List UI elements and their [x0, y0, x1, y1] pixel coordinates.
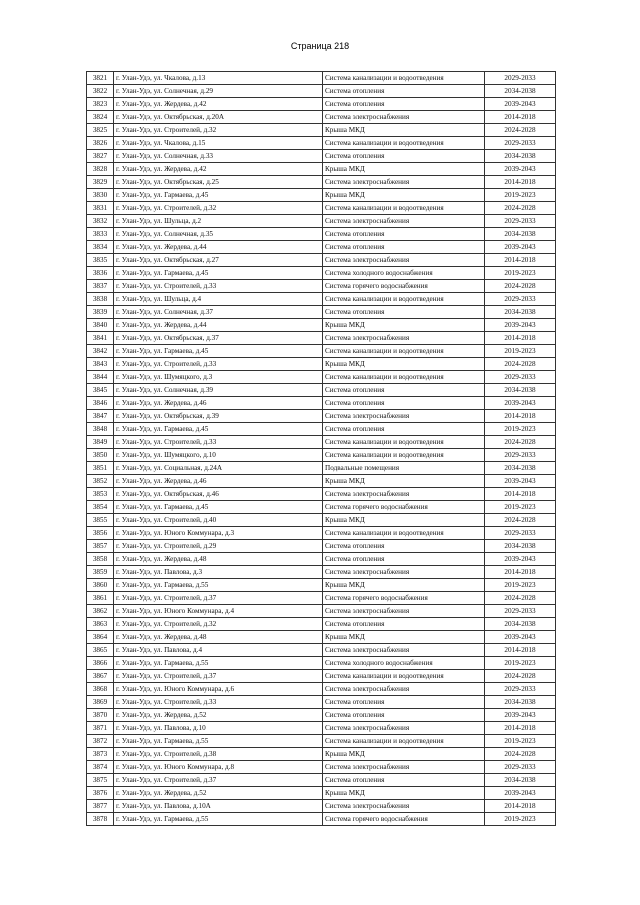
table-row — [87, 540, 556, 553]
system-cell: Система горячего водоснабжения — [323, 501, 485, 514]
address-cell: г. Улан-Удэ, ул. Чкалова, д.15 — [114, 137, 323, 150]
table-row — [87, 332, 556, 345]
system-cell: Система отопления — [323, 98, 485, 111]
table-row — [87, 748, 556, 761]
table-row — [87, 124, 556, 137]
address-cell: г. Улан-Удэ, ул. Жердева, д.46 — [114, 397, 323, 410]
address-cell: г. Улан-Удэ, ул. Павлова, д.4 — [114, 644, 323, 657]
table-row — [87, 202, 556, 215]
period-cell: 2019-2023 — [485, 579, 556, 592]
period-cell: 2034-2038 — [485, 618, 556, 631]
period-cell: 2034-2038 — [485, 228, 556, 241]
period-cell: 2034-2038 — [485, 774, 556, 787]
row-number-cell: 3854 — [87, 501, 114, 514]
table-row — [87, 735, 556, 748]
period-cell: 2014-2018 — [485, 111, 556, 124]
period-cell: 2039-2043 — [485, 397, 556, 410]
row-number-cell: 3834 — [87, 241, 114, 254]
table-row — [87, 371, 556, 384]
period-cell: 2024-2028 — [485, 514, 556, 527]
period-cell: 2019-2023 — [485, 501, 556, 514]
row-number-cell: 3878 — [87, 813, 114, 826]
address-cell: г. Улан-Удэ, ул. Юного Коммунара, д.3 — [114, 527, 323, 540]
row-number-cell: 3861 — [87, 592, 114, 605]
system-cell: Система канализации и водоотведения — [323, 345, 485, 358]
address-cell: г. Улан-Удэ, ул. Октябрьская, д.27 — [114, 254, 323, 267]
table-row — [87, 527, 556, 540]
system-cell: Система горячего водоснабжения — [323, 280, 485, 293]
table-row — [87, 683, 556, 696]
row-number-cell: 3860 — [87, 579, 114, 592]
period-cell: 2024-2028 — [485, 280, 556, 293]
table-row — [87, 709, 556, 722]
period-cell: 2039-2043 — [485, 553, 556, 566]
address-cell: г. Улан-Удэ, ул. Октябрьская, д.39 — [114, 410, 323, 423]
period-cell: 2034-2038 — [485, 696, 556, 709]
system-cell: Система отопления — [323, 241, 485, 254]
period-cell: 2039-2043 — [485, 709, 556, 722]
system-cell: Система холодного водоснабжения — [323, 267, 485, 280]
system-cell: Крыша МКД — [323, 787, 485, 800]
table-row — [87, 410, 556, 423]
address-cell: г. Улан-Удэ, ул. Павлова, д.3 — [114, 566, 323, 579]
address-cell: г. Улан-Удэ, ул. Октябрьская, д.20А — [114, 111, 323, 124]
row-number-cell: 3852 — [87, 475, 114, 488]
address-cell: г. Улан-Удэ, ул. Гармаева, д.45 — [114, 345, 323, 358]
system-cell: Система канализации и водоотведения — [323, 293, 485, 306]
system-cell: Крыша МКД — [323, 124, 485, 137]
row-number-cell: 3864 — [87, 631, 114, 644]
address-cell: г. Улан-Удэ, ул. Строителей, д.29 — [114, 540, 323, 553]
table-row — [87, 423, 556, 436]
address-cell: г. Улан-Удэ, ул. Шумяцкого, д.3 — [114, 371, 323, 384]
period-cell: 2024-2028 — [485, 358, 556, 371]
address-cell: г. Улан-Удэ, ул. Шульца, д.2 — [114, 215, 323, 228]
address-cell: г. Улан-Удэ, ул. Строителей, д.37 — [114, 774, 323, 787]
period-cell: 2034-2038 — [485, 540, 556, 553]
table-row — [87, 241, 556, 254]
system-cell: Система электроснабжения — [323, 566, 485, 579]
period-cell: 2014-2018 — [485, 488, 556, 501]
system-cell: Система отопления — [323, 397, 485, 410]
row-number-cell: 3871 — [87, 722, 114, 735]
table-row — [87, 397, 556, 410]
row-number-cell: 3836 — [87, 267, 114, 280]
address-cell: г. Улан-Удэ, ул. Жердева, д.44 — [114, 241, 323, 254]
row-number-cell: 3859 — [87, 566, 114, 579]
row-number-cell: 3831 — [87, 202, 114, 215]
table-row — [87, 137, 556, 150]
address-cell: г. Улан-Удэ, ул. Солнечная, д.37 — [114, 306, 323, 319]
period-cell: 2039-2043 — [485, 241, 556, 254]
system-cell: Крыша МКД — [323, 319, 485, 332]
table-row — [87, 813, 556, 826]
row-number-cell: 3870 — [87, 709, 114, 722]
table-row — [87, 514, 556, 527]
row-number-cell: 3872 — [87, 735, 114, 748]
system-cell: Система электроснабжения — [323, 254, 485, 267]
system-cell: Система отопления — [323, 774, 485, 787]
system-cell: Система канализации и водоотведения — [323, 137, 485, 150]
system-cell: Система канализации и водоотведения — [323, 670, 485, 683]
row-number-cell: 3824 — [87, 111, 114, 124]
period-cell: 2019-2023 — [485, 423, 556, 436]
system-cell: Система электроснабжения — [323, 644, 485, 657]
row-number-cell: 3855 — [87, 514, 114, 527]
row-number-cell: 3877 — [87, 800, 114, 813]
row-number-cell: 3838 — [87, 293, 114, 306]
row-number-cell: 3847 — [87, 410, 114, 423]
row-number-cell: 3830 — [87, 189, 114, 202]
table-row — [87, 267, 556, 280]
table-row — [87, 254, 556, 267]
address-cell: г. Улан-Удэ, ул. Гармаева, д.55 — [114, 813, 323, 826]
system-cell: Система отопления — [323, 423, 485, 436]
row-number-cell: 3833 — [87, 228, 114, 241]
table-row — [87, 696, 556, 709]
address-cell: г. Улан-Удэ, ул. Строителей, д.33 — [114, 696, 323, 709]
system-cell: Крыша МКД — [323, 514, 485, 527]
address-cell: г. Улан-Удэ, ул. Юного Коммунара, д.6 — [114, 683, 323, 696]
address-cell: г. Улан-Удэ, ул. Гармаева, д.55 — [114, 657, 323, 670]
registry-table-body — [87, 72, 556, 826]
table-row — [87, 462, 556, 475]
address-cell: г. Улан-Удэ, ул. Солнечная, д.33 — [114, 150, 323, 163]
period-cell: 2029-2033 — [485, 215, 556, 228]
table-row — [87, 163, 556, 176]
table-row — [87, 592, 556, 605]
period-cell: 2019-2023 — [485, 189, 556, 202]
period-cell: 2024-2028 — [485, 436, 556, 449]
table-row — [87, 488, 556, 501]
table-row — [87, 176, 556, 189]
table-row — [87, 761, 556, 774]
table-row — [87, 553, 556, 566]
period-cell: 2029-2033 — [485, 293, 556, 306]
address-cell: г. Улан-Удэ, ул. Солнечная, д.35 — [114, 228, 323, 241]
period-cell: 2014-2018 — [485, 800, 556, 813]
system-cell: Система электроснабжения — [323, 215, 485, 228]
system-cell: Система отопления — [323, 85, 485, 98]
period-cell: 2019-2023 — [485, 813, 556, 826]
table-row — [87, 384, 556, 397]
row-number-cell: 3866 — [87, 657, 114, 670]
row-number-cell: 3826 — [87, 137, 114, 150]
row-number-cell: 3821 — [87, 72, 114, 85]
row-number-cell: 3858 — [87, 553, 114, 566]
table-row — [87, 319, 556, 332]
system-cell: Система отопления — [323, 618, 485, 631]
period-cell: 2014-2018 — [485, 410, 556, 423]
table-row — [87, 150, 556, 163]
address-cell: г. Улан-Удэ, ул. Чкалова, д.13 — [114, 72, 323, 85]
row-number-cell: 3849 — [87, 436, 114, 449]
period-cell: 2014-2018 — [485, 566, 556, 579]
address-cell: г. Улан-Удэ, ул. Жердева, д.48 — [114, 631, 323, 644]
table-row — [87, 774, 556, 787]
table-row — [87, 787, 556, 800]
period-cell: 2034-2038 — [485, 462, 556, 475]
address-cell: г. Улан-Удэ, ул. Гармаева, д.55 — [114, 735, 323, 748]
table-row — [87, 98, 556, 111]
system-cell: Крыша МКД — [323, 475, 485, 488]
period-cell: 2034-2038 — [485, 150, 556, 163]
row-number-cell: 3853 — [87, 488, 114, 501]
row-number-cell: 3867 — [87, 670, 114, 683]
system-cell: Система электроснабжения — [323, 683, 485, 696]
system-cell: Подвальные помещения — [323, 462, 485, 475]
row-number-cell: 3869 — [87, 696, 114, 709]
system-cell: Система горячего водоснабжения — [323, 813, 485, 826]
period-cell: 2034-2038 — [485, 384, 556, 397]
row-number-cell: 3827 — [87, 150, 114, 163]
address-cell: г. Улан-Удэ, ул. Шумяцкого, д.10 — [114, 449, 323, 462]
period-cell: 2024-2028 — [485, 670, 556, 683]
row-number-cell: 3822 — [87, 85, 114, 98]
row-number-cell: 3835 — [87, 254, 114, 267]
row-number-cell: 3873 — [87, 748, 114, 761]
table-row — [87, 618, 556, 631]
system-cell: Система отопления — [323, 306, 485, 319]
row-number-cell: 3842 — [87, 345, 114, 358]
period-cell: 2029-2033 — [485, 137, 556, 150]
system-cell: Система канализации и водоотведения — [323, 735, 485, 748]
address-cell: г. Улан-Удэ, ул. Строителей, д.32 — [114, 618, 323, 631]
period-cell: 2039-2043 — [485, 163, 556, 176]
system-cell: Система канализации и водоотведения — [323, 371, 485, 384]
address-cell: г. Улан-Удэ, ул. Гармаева, д.45 — [114, 189, 323, 202]
address-cell: г. Улан-Удэ, ул. Павлова, д.10А — [114, 800, 323, 813]
row-number-cell: 3837 — [87, 280, 114, 293]
row-number-cell: 3875 — [87, 774, 114, 787]
system-cell: Система канализации и водоотведения — [323, 72, 485, 85]
period-cell: 2024-2028 — [485, 124, 556, 137]
period-cell: 2029-2033 — [485, 761, 556, 774]
address-cell: г. Улан-Удэ, ул. Социальная, д.24А — [114, 462, 323, 475]
row-number-cell: 3851 — [87, 462, 114, 475]
address-cell: г. Улан-Удэ, ул. Юного Коммунара, д.4 — [114, 605, 323, 618]
address-cell: г. Улан-Удэ, ул. Октябрьская, д.37 — [114, 332, 323, 345]
table-row — [87, 449, 556, 462]
system-cell: Система электроснабжения — [323, 111, 485, 124]
address-cell: г. Улан-Удэ, ул. Гармаева, д.45 — [114, 267, 323, 280]
table-row — [87, 566, 556, 579]
table-row — [87, 215, 556, 228]
system-cell: Система электроснабжения — [323, 605, 485, 618]
address-cell: г. Улан-Удэ, ул. Строителей, д.33 — [114, 358, 323, 371]
address-cell: г. Улан-Удэ, ул. Жердева, д.48 — [114, 553, 323, 566]
system-cell: Крыша МКД — [323, 579, 485, 592]
period-cell: 2029-2033 — [485, 527, 556, 540]
period-cell: 2019-2023 — [485, 267, 556, 280]
period-cell: 2039-2043 — [485, 787, 556, 800]
table-row — [87, 605, 556, 618]
system-cell: Крыша МКД — [323, 163, 485, 176]
table-row — [87, 670, 556, 683]
period-cell: 2029-2033 — [485, 72, 556, 85]
row-number-cell: 3843 — [87, 358, 114, 371]
row-number-cell: 3841 — [87, 332, 114, 345]
system-cell: Система горячего водоснабжения — [323, 592, 485, 605]
table-row — [87, 293, 556, 306]
table-row — [87, 280, 556, 293]
table-row — [87, 722, 556, 735]
address-cell: г. Улан-Удэ, ул. Гармаева, д.45 — [114, 501, 323, 514]
period-cell: 2014-2018 — [485, 722, 556, 735]
system-cell: Система отопления — [323, 228, 485, 241]
row-number-cell: 3840 — [87, 319, 114, 332]
address-cell: г. Улан-Удэ, ул. Солнечная, д.29 — [114, 85, 323, 98]
table-row — [87, 579, 556, 592]
period-cell: 2024-2028 — [485, 592, 556, 605]
period-cell: 2024-2028 — [485, 748, 556, 761]
system-cell: Система электроснабжения — [323, 332, 485, 345]
system-cell: Система отопления — [323, 709, 485, 722]
period-cell: 2034-2038 — [485, 85, 556, 98]
address-cell: г. Улан-Удэ, ул. Строителей, д.40 — [114, 514, 323, 527]
address-cell: г. Улан-Удэ, ул. Жердева, д.42 — [114, 163, 323, 176]
system-cell: Система холодного водоснабжения — [323, 657, 485, 670]
period-cell: 2019-2023 — [485, 735, 556, 748]
address-cell: г. Улан-Удэ, ул. Строителей, д.32 — [114, 202, 323, 215]
period-cell: 2039-2043 — [485, 475, 556, 488]
row-number-cell: 3868 — [87, 683, 114, 696]
system-cell: Система канализации и водоотведения — [323, 449, 485, 462]
row-number-cell: 3856 — [87, 527, 114, 540]
system-cell: Система канализации и водоотведения — [323, 436, 485, 449]
period-cell: 2039-2043 — [485, 319, 556, 332]
period-cell: 2029-2033 — [485, 449, 556, 462]
period-cell: 2039-2043 — [485, 98, 556, 111]
address-cell: г. Улан-Удэ, ул. Жердева, д.46 — [114, 475, 323, 488]
table-row — [87, 657, 556, 670]
system-cell: Система электроснабжения — [323, 488, 485, 501]
period-cell: 2014-2018 — [485, 254, 556, 267]
period-cell: 2024-2028 — [485, 202, 556, 215]
period-cell: 2029-2033 — [485, 371, 556, 384]
system-cell: Система электроснабжения — [323, 800, 485, 813]
period-cell: 2019-2023 — [485, 345, 556, 358]
period-cell: 2019-2023 — [485, 657, 556, 670]
system-cell: Система отопления — [323, 540, 485, 553]
address-cell: г. Улан-Удэ, ул. Жердева, д.44 — [114, 319, 323, 332]
address-cell: г. Улан-Удэ, ул. Солнечная, д.39 — [114, 384, 323, 397]
address-cell: г. Улан-Удэ, ул. Строителей, д.32 — [114, 124, 323, 137]
registry-table — [86, 71, 556, 826]
row-number-cell: 3846 — [87, 397, 114, 410]
period-cell: 2014-2018 — [485, 644, 556, 657]
page-header: Страница 218 — [290, 41, 350, 51]
period-cell: 2014-2018 — [485, 176, 556, 189]
address-cell: г. Улан-Удэ, ул. Гармаева, д.55 — [114, 579, 323, 592]
row-number-cell: 3874 — [87, 761, 114, 774]
row-number-cell: 3845 — [87, 384, 114, 397]
period-cell: 2039-2043 — [485, 631, 556, 644]
table-row — [87, 644, 556, 657]
row-number-cell: 3865 — [87, 644, 114, 657]
address-cell: г. Улан-Удэ, ул. Жердева, д.42 — [114, 98, 323, 111]
system-cell: Система отопления — [323, 384, 485, 397]
row-number-cell: 3825 — [87, 124, 114, 137]
table-row — [87, 306, 556, 319]
system-cell: Система канализации и водоотведения — [323, 527, 485, 540]
system-cell: Система отопления — [323, 696, 485, 709]
address-cell: г. Улан-Удэ, ул. Жердева, д.52 — [114, 709, 323, 722]
table-row — [87, 800, 556, 813]
system-cell: Система электроснабжения — [323, 176, 485, 189]
period-cell: 2034-2038 — [485, 306, 556, 319]
row-number-cell: 3850 — [87, 449, 114, 462]
system-cell: Система канализации и водоотведения — [323, 202, 485, 215]
table-row — [87, 436, 556, 449]
table-row — [87, 72, 556, 85]
row-number-cell: 3832 — [87, 215, 114, 228]
table-row — [87, 228, 556, 241]
row-number-cell: 3862 — [87, 605, 114, 618]
row-number-cell: 3828 — [87, 163, 114, 176]
period-cell: 2029-2033 — [485, 605, 556, 618]
period-cell: 2029-2033 — [485, 683, 556, 696]
table-row — [87, 501, 556, 514]
address-cell: г. Улан-Удэ, ул. Октябрьская, д.46 — [114, 488, 323, 501]
row-number-cell: 3848 — [87, 423, 114, 436]
address-cell: г. Улан-Удэ, ул. Шульца, д.4 — [114, 293, 323, 306]
address-cell: г. Улан-Удэ, ул. Строителей, д.33 — [114, 280, 323, 293]
system-cell: Крыша МКД — [323, 631, 485, 644]
system-cell: Крыша МКД — [323, 189, 485, 202]
address-cell: г. Улан-Удэ, ул. Гармаева, д.45 — [114, 423, 323, 436]
system-cell: Система отопления — [323, 553, 485, 566]
system-cell: Система электроснабжения — [323, 410, 485, 423]
address-cell: г. Улан-Удэ, ул. Жердева, д.52 — [114, 787, 323, 800]
address-cell: г. Улан-Удэ, ул. Октябрьская, д.25 — [114, 176, 323, 189]
address-cell: г. Улан-Удэ, ул. Павлова, д.10 — [114, 722, 323, 735]
table-row — [87, 358, 556, 371]
address-cell: г. Улан-Удэ, ул. Строителей, д.38 — [114, 748, 323, 761]
row-number-cell: 3876 — [87, 787, 114, 800]
table-row — [87, 475, 556, 488]
row-number-cell: 3823 — [87, 98, 114, 111]
table-row — [87, 111, 556, 124]
address-cell: г. Улан-Удэ, ул. Юного Коммунара, д.8 — [114, 761, 323, 774]
row-number-cell: 3839 — [87, 306, 114, 319]
system-cell: Система электроснабжения — [323, 722, 485, 735]
system-cell: Крыша МКД — [323, 358, 485, 371]
system-cell: Система электроснабжения — [323, 761, 485, 774]
row-number-cell: 3863 — [87, 618, 114, 631]
row-number-cell: 3844 — [87, 371, 114, 384]
system-cell: Система отопления — [323, 150, 485, 163]
row-number-cell: 3857 — [87, 540, 114, 553]
table-row — [87, 189, 556, 202]
address-cell: г. Улан-Удэ, ул. Строителей, д.37 — [114, 670, 323, 683]
system-cell: Крыша МКД — [323, 748, 485, 761]
period-cell: 2014-2018 — [485, 332, 556, 345]
row-number-cell: 3829 — [87, 176, 114, 189]
table-row — [87, 345, 556, 358]
table-row — [87, 631, 556, 644]
table-row — [87, 85, 556, 98]
address-cell: г. Улан-Удэ, ул. Строителей, д.33 — [114, 436, 323, 449]
address-cell: г. Улан-Удэ, ул. Строителей, д.37 — [114, 592, 323, 605]
